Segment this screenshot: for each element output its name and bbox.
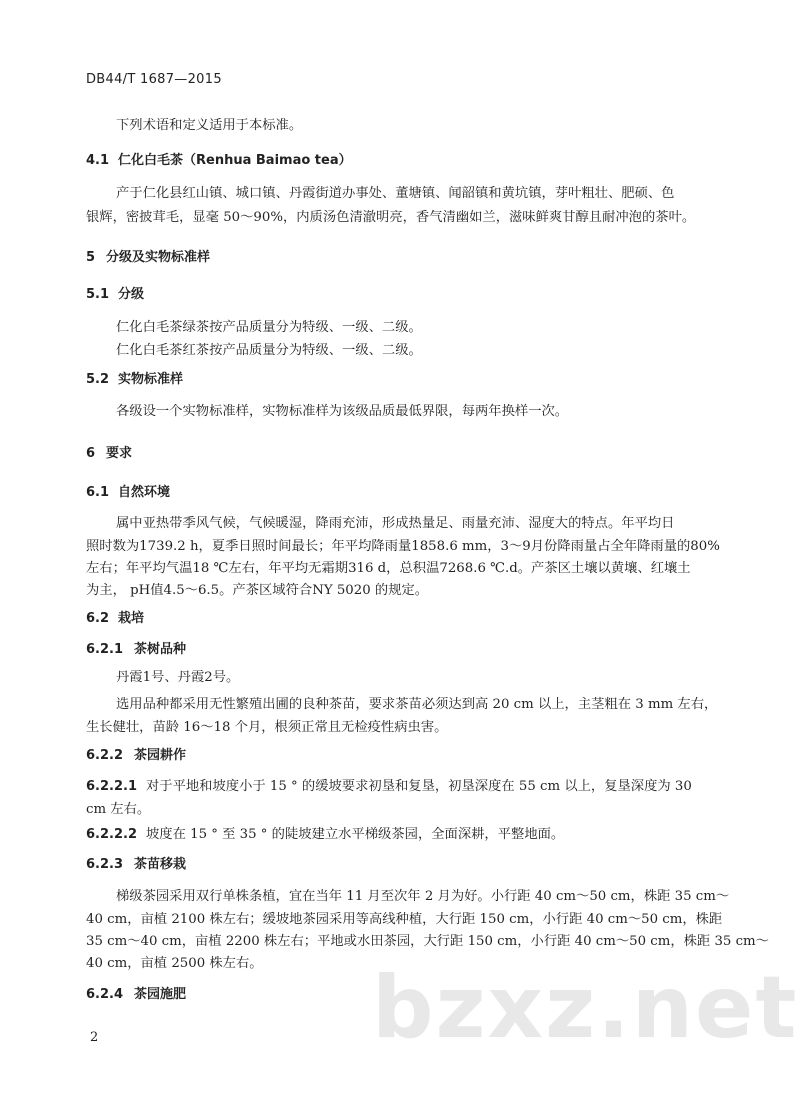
section-title: 实物标准样 — [118, 372, 184, 387]
paragraph-line: 40 cm，亩植 2100 株左右；缓坡地茶园采用等高线种植，大行距 150 cm，小行距 40 cm～50 cm，株距 — [86, 912, 723, 927]
paragraph-line: 仁化白毛茶红茶按产品质量分为特级、一级、二级。 — [116, 343, 422, 358]
paragraph-line: 选用品种都采用无性繁殖出圃的良种茶苗，要求茶苗必须达到高 20 cm 以上，主茎粗在 3 mm 左右， — [116, 697, 718, 712]
section-title: 要求 — [106, 446, 133, 461]
paragraph-line: 生长健壮，苗龄 16～18 个月，根须正常且无检疫性病虫害。 — [86, 720, 448, 735]
section-title: 自然环境 — [118, 485, 171, 500]
paragraph-line: 各级设一个实物标准样，实物标准样为该级品质最低界限，每两年换样一次。 — [116, 404, 569, 419]
section-6-2-2-heading — [86, 744, 186, 763]
section-5-1-heading — [86, 283, 144, 302]
paragraph-line: 梯级茶园采用双行单株条植，宜在当年 11 月至次年 2 月为好。小行距 40 cm～50 cm，株距 35 cm～ — [116, 889, 730, 904]
section-6-2-1-heading — [86, 638, 186, 657]
section-5-heading — [86, 246, 210, 265]
section-6-2-4-heading — [86, 983, 186, 1002]
paragraph-line: 为主， pH值4.5～6.5。产茶区域符合NY 5020 的规定。 — [86, 583, 429, 598]
section-title: 茶园耕作 — [134, 748, 187, 763]
clause-number: 6.2.2.1 — [86, 779, 137, 794]
section-6-heading — [86, 442, 132, 461]
section-number: 5 — [86, 250, 96, 265]
section-4-1-heading — [86, 149, 352, 168]
paragraph-line: 仁化白毛茶绿茶按产品质量分为特级、一级、二级。 — [116, 320, 422, 335]
section-number: 6.2.3 — [86, 857, 124, 872]
page-number: 2 — [90, 1030, 99, 1045]
section-6-2-heading — [86, 607, 144, 626]
section-number: 6 — [86, 446, 96, 461]
section-title: 分级 — [118, 287, 145, 302]
paragraph-line: 属中亚热带季风气候，气候暖湿，降雨充沛，形成热量足、雨量充沛、湿度大的特点。年平均日 — [116, 516, 675, 531]
clause-text: 坡度在 15 ° 至 35 ° 的陡坡建立水平梯级茶园，全面深耕，平整地面。 — [146, 827, 565, 842]
clause-text: 对于平地和坡度小于 15 ° 的缓坡要求初垦和复垦，初垦深度在 55 cm 以上，复垦深度为 30 — [146, 779, 692, 794]
section-number: 6.2.4 — [86, 987, 124, 1002]
section-6-1-heading — [86, 481, 170, 500]
clause-6-2-2-2 — [86, 823, 564, 842]
section-number: 5.1 — [86, 287, 110, 302]
section-title: 茶园施肥 — [134, 987, 187, 1002]
section-number: 6.1 — [86, 485, 110, 500]
section-number: 6.2 — [86, 611, 110, 626]
paragraph-line: 产于仁化县红山镇、城口镇、丹霞街道办事处、董塘镇、闻韶镇和黄坑镇，芽叶粗壮、肥硕、色 — [116, 186, 675, 201]
paragraph-line: cm 左右。 — [86, 802, 151, 817]
intro-text: 下列术语和定义适用于本标准。 — [116, 118, 303, 133]
paragraph-line: 银辉，密披茸毛，显毫 50～90%，内质汤色清澈明亮，香气清幽如兰，滋味鲜爽甘醇且耐冲泡的茶叶。 — [86, 210, 696, 225]
section-title: 分级及实物标准样 — [106, 250, 211, 265]
section-title: 茶树品种 — [134, 642, 187, 657]
paragraph-line: 丹霞1号、丹霞2号。 — [116, 670, 240, 685]
clause-number: 6.2.2.2 — [86, 827, 137, 842]
paragraph-line: 照时数为1739.2 h，夏季日照时间最长；年平均降雨量1858.6 mm，3～9月份降雨量占全年降雨量的80% — [86, 539, 720, 554]
paragraph-line: 35 cm～40 cm，亩植 2200 株左右；平地或水田茶园，大行距 150 cm，小行距 40 cm～50 cm，株距 35 cm～ — [86, 934, 769, 949]
section-number: 6.2.2 — [86, 748, 124, 763]
paragraph-line: 左右；年平均气温18 ℃左右，年平均无霜期316 d，总积温7268.6 ℃.d。产茶区土壤以黄壤、红壤土 — [86, 561, 691, 576]
section-title: 仁化白毛茶（Renhua Baimao tea） — [118, 153, 352, 168]
section-number: 4.1 — [86, 153, 110, 168]
section-number: 5.2 — [86, 372, 110, 387]
document-id-header: DB44/T 1687—2015 — [86, 72, 222, 87]
section-title: 茶苗移栽 — [134, 857, 187, 872]
section-number: 6.2.1 — [86, 642, 124, 657]
section-title: 栽培 — [118, 611, 145, 626]
section-5-2-heading — [86, 368, 183, 387]
clause-6-2-2-1 — [86, 775, 692, 794]
section-6-2-3-heading — [86, 853, 186, 872]
watermark: bzxz.net — [372, 958, 799, 1058]
paragraph-line: 40 cm，亩植 2500 株左右。 — [86, 956, 263, 971]
